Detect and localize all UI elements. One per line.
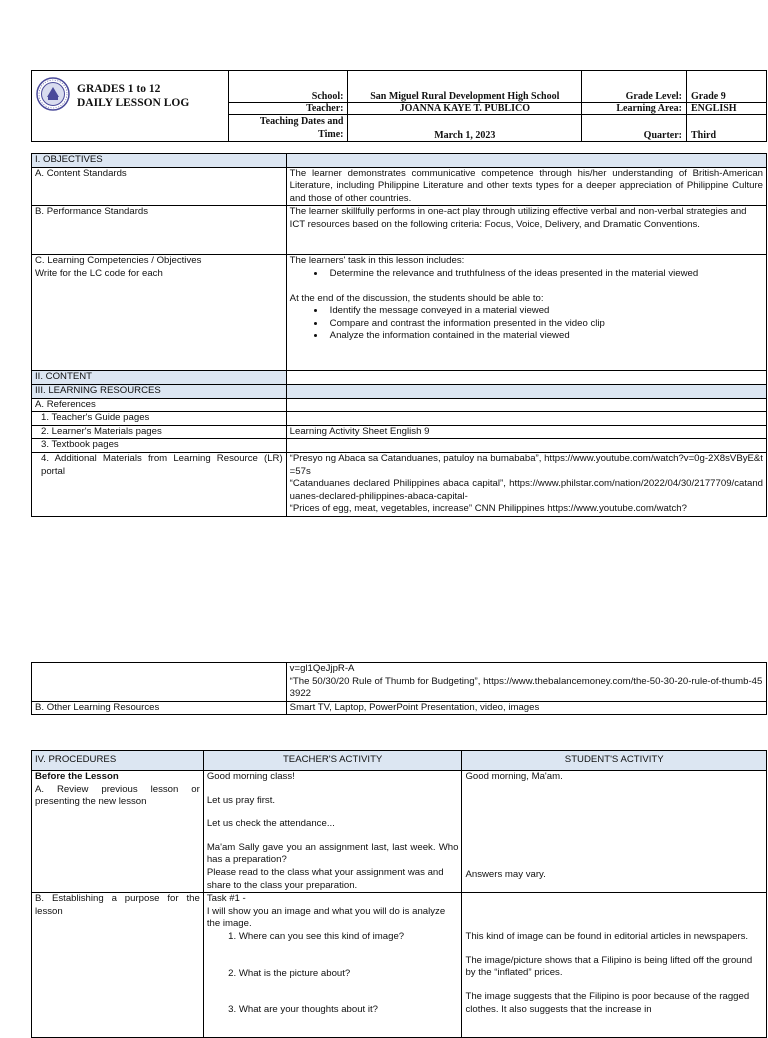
- content-standards-label: A. Content Standards: [32, 167, 287, 206]
- lm-pages-value: Learning Activity Sheet English 9: [286, 425, 766, 439]
- school-value: San Miguel Rural Development High School: [348, 71, 582, 103]
- teacher-activity-header: TEACHER'S ACTIVITY: [203, 751, 462, 771]
- resources-heading: III. LEARNING RESOURCES: [32, 384, 287, 398]
- quarter-value: Third: [687, 115, 767, 142]
- tg-pages-label: 1. Teacher's Guide pages: [32, 412, 287, 426]
- review-lesson-label: A. Review previous lesson or presenting the new lesson: [35, 783, 200, 808]
- teacher-activity-a: [203, 771, 462, 893]
- references-label: A. References: [32, 398, 287, 412]
- question-item: 3. What are your thoughts about it?: [239, 1004, 459, 1017]
- date-value: March 1, 2023: [348, 115, 582, 142]
- student-activity-a: [462, 771, 767, 893]
- additional-line: “Catanduanes declared Philippines abaca capital”, https://www.philstar.com/nation/2022/04/30/2177709/catanduanes-declared-philippines-abaca-capital-: [289, 478, 763, 502]
- competencies-label: C. Learning Competencies / Objectives: [35, 255, 202, 267]
- student-activity-header: STUDENT'S ACTIVITY: [462, 751, 767, 771]
- procedures-heading: IV. PROCEDURES: [32, 751, 204, 771]
- dates-label: [228, 115, 348, 142]
- student-activity-b: [462, 893, 767, 1038]
- other-resources-value: Smart TV, Laptop, PowerPoint Presentation, video, images: [286, 701, 766, 715]
- form-title-grades: GRADES 1 to 12: [77, 83, 161, 95]
- teacher-greeting: Good morning class!: [206, 771, 295, 782]
- competencies-sublabel: Write for the LC code for each: [35, 267, 163, 279]
- answer-item: This kind of image can be found in editorial articles in newspapers.: [465, 931, 749, 943]
- deped-seal-icon: [36, 77, 70, 111]
- learning-area-label: Learning Area:: [582, 103, 687, 115]
- before-lesson-cell: [32, 771, 204, 893]
- end-item: • Compare and contrast the information presented in the video clip: [326, 318, 763, 331]
- competencies-cell: [32, 255, 287, 371]
- form-title-dll: DAILY LESSON LOG: [77, 97, 190, 109]
- task-intro: The learners' task in this lesson includes:: [289, 255, 465, 267]
- textbook-pages-label: 3. Textbook pages: [32, 439, 287, 453]
- objectives-heading: I. OBJECTIVES: [32, 154, 287, 168]
- continuation-cell: [286, 663, 766, 702]
- procedures-table: [31, 750, 767, 1038]
- before-lesson-title: Before the Lesson: [35, 771, 119, 782]
- question-item: 2. What is the picture about?: [239, 968, 459, 981]
- task-1-label: Task #1 -: [206, 893, 246, 905]
- performance-standards-label: B. Performance Standards: [32, 206, 287, 255]
- resources-continuation-table: [31, 662, 767, 715]
- learning-area-value: ENGLISH: [687, 103, 767, 115]
- quarter-label: Quarter:: [582, 115, 687, 142]
- answer-item: The image/picture shows that a Filipino is being lifted off the ground by the “inflated” prices.: [465, 954, 753, 979]
- additional-materials-cell: [286, 452, 766, 516]
- teacher-attendance: Let us check the attendance...: [206, 818, 335, 830]
- dates-label-line2: Time:: [318, 129, 344, 140]
- content-standards-text: The learner demonstrates communicative competence through his/her understanding of British-American Literature, including Philippine Literature and other texts types for a deeper appreciation of Philippine Culture and those of other countries.: [286, 167, 766, 206]
- end-item: • Analyze the information contained in the material viewed: [326, 330, 763, 343]
- additional-line: “Prices of egg, meat, vegetables, increase” CNN Philippines https://www.youtube.com/watch?: [289, 503, 687, 515]
- content-heading: II. CONTENT: [32, 371, 287, 385]
- dates-label-line1: Teaching Dates and: [259, 116, 344, 127]
- teacher-assignment: Ma'am Sally gave you an assignment last, last week. Who has a preparation?: [206, 841, 459, 866]
- question-item: 1. Where can you see this kind of image?: [239, 931, 459, 944]
- task-1-description: I will show you an image and what you will do is analyze the image.: [206, 905, 446, 930]
- objectives-table: [31, 153, 767, 517]
- student-answers: Answers may vary.: [465, 868, 546, 880]
- performance-standards-text: The learner skillfully performs in one-act play through utilizing effective verbal and non-verbal strategies and ICT resources based on the following criteria: Focus, Voice, Delivery, and Dramatic Conventions.: [286, 206, 766, 255]
- student-greeting: Good morning, Ma'am.: [465, 771, 563, 782]
- task-item: • Determine the relevance and truthfulness of the ideas presented in the material viewed: [326, 268, 763, 281]
- lm-pages-label: 2. Learner's Materials pages: [32, 425, 287, 439]
- end-item: • Identify the message conveyed in a material viewed: [326, 305, 763, 318]
- other-resources-label: B. Other Learning Resources: [32, 701, 287, 715]
- header-table: [31, 70, 767, 142]
- teacher-read-instruction: Please read to the class what your assignment was and share to the class your preparation.: [206, 866, 444, 891]
- school-label: School:: [228, 71, 348, 103]
- teacher-prayer: Let us pray first.: [206, 794, 276, 806]
- establishing-purpose-label: B. Establishing a purpose for the lesson: [32, 893, 204, 1038]
- teacher-value: JOANNA KAYE T. PUBLICO: [348, 103, 582, 115]
- competencies-text-cell: [286, 255, 766, 371]
- teacher-label: Teacher:: [228, 103, 348, 115]
- answer-item: The image suggests that the Filipino is poor because of the ragged clothes. It also suggests that the increase in: [465, 990, 750, 1015]
- grade-level-value: Grade 9: [687, 71, 767, 103]
- additional-materials-label: 4. Additional Materials from Learning Resource (LR) portal: [32, 452, 287, 516]
- teacher-activity-b: [203, 893, 462, 1038]
- continuation-line: v=gl1QeJjpR-A: [289, 663, 355, 674]
- additional-line: “Presyo ng Abaca sa Catanduanes, patuloy na bumababa”, https://www.youtube.com/watch?v=0g-2X8sVByE&t=57s: [289, 452, 763, 477]
- header-logo-cell: [32, 71, 229, 142]
- grade-level-label: Grade Level:: [582, 71, 687, 103]
- end-intro: At the end of the discussion, the students should be able to:: [289, 292, 544, 304]
- continuation-line: “The 50/30/20 Rule of Thumb for Budgeting”, https://www.thebalancemoney.com/the-50-30-20-rule-of-thumb-453922: [289, 675, 763, 700]
